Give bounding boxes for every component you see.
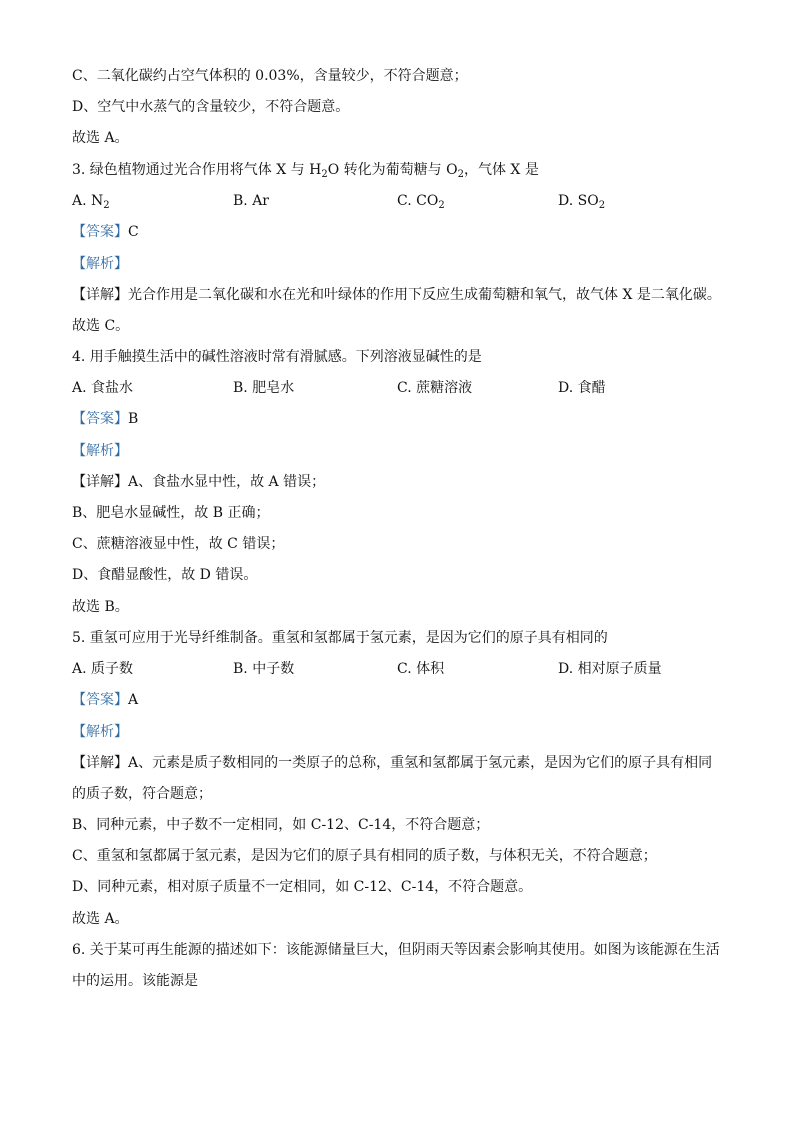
question-5-answer: 【答案】A — [72, 692, 139, 708]
question-5-option-d: D. 相对原子质量 — [558, 661, 662, 677]
question-5-detail-d: D、同种元素，相对原子质量不一定相同，如 C-12、C-14，不符合题意。 — [72, 879, 533, 895]
question-4-option-a: A. 食盐水 — [72, 380, 134, 396]
option-c-explanation: C、二氧化碳约占空气体积的 0.03%，含量较少，不符合题意； — [72, 68, 468, 84]
question-5-analysis-heading: 【解析】 — [72, 724, 128, 740]
question-3-detail: 【详解】光合作用是二氧化碳和水在光和叶绿体的作用下反应生成葡萄糖和氧气，故气体 X 是二氧化碳。 — [72, 287, 721, 303]
question-4-detail-c: C、蔗糖溶液显中性，故 C 错误； — [72, 536, 285, 552]
question-3-conclusion: 故选 C。 — [72, 318, 130, 334]
question-4-detail-b: B、肥皂水显碱性，故 B 正确； — [72, 505, 270, 521]
question-4-option-d: D. 食醋 — [558, 380, 606, 396]
question-6-stem-line1: 6. 关于某可再生能源的描述如下：该能源储量巨大，但阴雨天等因素会影响其使用。如图为该能源在生活 — [72, 942, 720, 958]
question-4-option-c: C. 蔗糖溶液 — [397, 380, 473, 396]
question-5-detail-c: C、重氢和氢都属于氢元素，是因为它们的原子具有相同的质子数，与体积无关，不符合题意； — [72, 848, 657, 864]
question-5-option-a: A. 质子数 — [72, 661, 134, 677]
question-5-option-c: C. 体积 — [397, 661, 445, 677]
question-5-option-b: B. 中子数 — [233, 661, 295, 677]
question-4-conclusion: 故选 B。 — [72, 599, 129, 615]
question-5-detail-b: B、同种元素，中子数不一定相同，如 C-12、C-14，不符合题意； — [72, 817, 490, 833]
question-5-conclusion: 故选 A。 — [72, 911, 129, 927]
question-3-analysis-heading: 【解析】 — [72, 256, 128, 272]
question-5-detail-a-cont: 的质子数，符合题意； — [72, 786, 212, 802]
question-3-option-d: D. $SO_2$ — [558, 193, 606, 211]
question-4-detail-a: 【详解】A、食盐水显中性，故 A 错误； — [72, 474, 326, 490]
question-5-detail-a: 【详解】A、元素是质子数相同的一类原子的总称，重氢和氢都属于氢元素，是因为它们的原子具有相同 — [72, 755, 713, 771]
conclusion-previous: 故选 A。 — [72, 130, 129, 146]
question-3-option-a: A. $N_2$ — [72, 193, 110, 211]
question-4-option-b: B. 肥皂水 — [233, 380, 295, 396]
question-3-answer: 【答案】C — [72, 224, 139, 240]
question-3-option-b: B. Ar — [233, 193, 269, 209]
question-4-answer: 【答案】B — [72, 411, 139, 427]
question-4-stem: 4. 用手触摸生活中的碱性溶液时常有滑腻感。下列溶液显碱性的是 — [72, 349, 482, 365]
question-3-stem: 3. 绿色植物通过光合作用将气体 X 与 $H_2O$ 转化为葡萄糖与 $O_2$，气体 X 是 — [72, 162, 539, 180]
question-4-detail-d: D、食醋显酸性，故 D 错误。 — [72, 567, 258, 583]
question-3-option-c: C. $CO_2$ — [397, 193, 445, 211]
question-4-analysis-heading: 【解析】 — [72, 443, 128, 459]
question-6-stem-line2: 中的运用。该能源是 — [72, 973, 198, 989]
question-5-stem: 5. 重氢可应用于光导纤维制备。重氢和氢都属于氢元素，是因为它们的原子具有相同的 — [72, 630, 608, 646]
option-d-explanation: D、空气中水蒸气的含量较少，不符合题意。 — [72, 99, 350, 115]
